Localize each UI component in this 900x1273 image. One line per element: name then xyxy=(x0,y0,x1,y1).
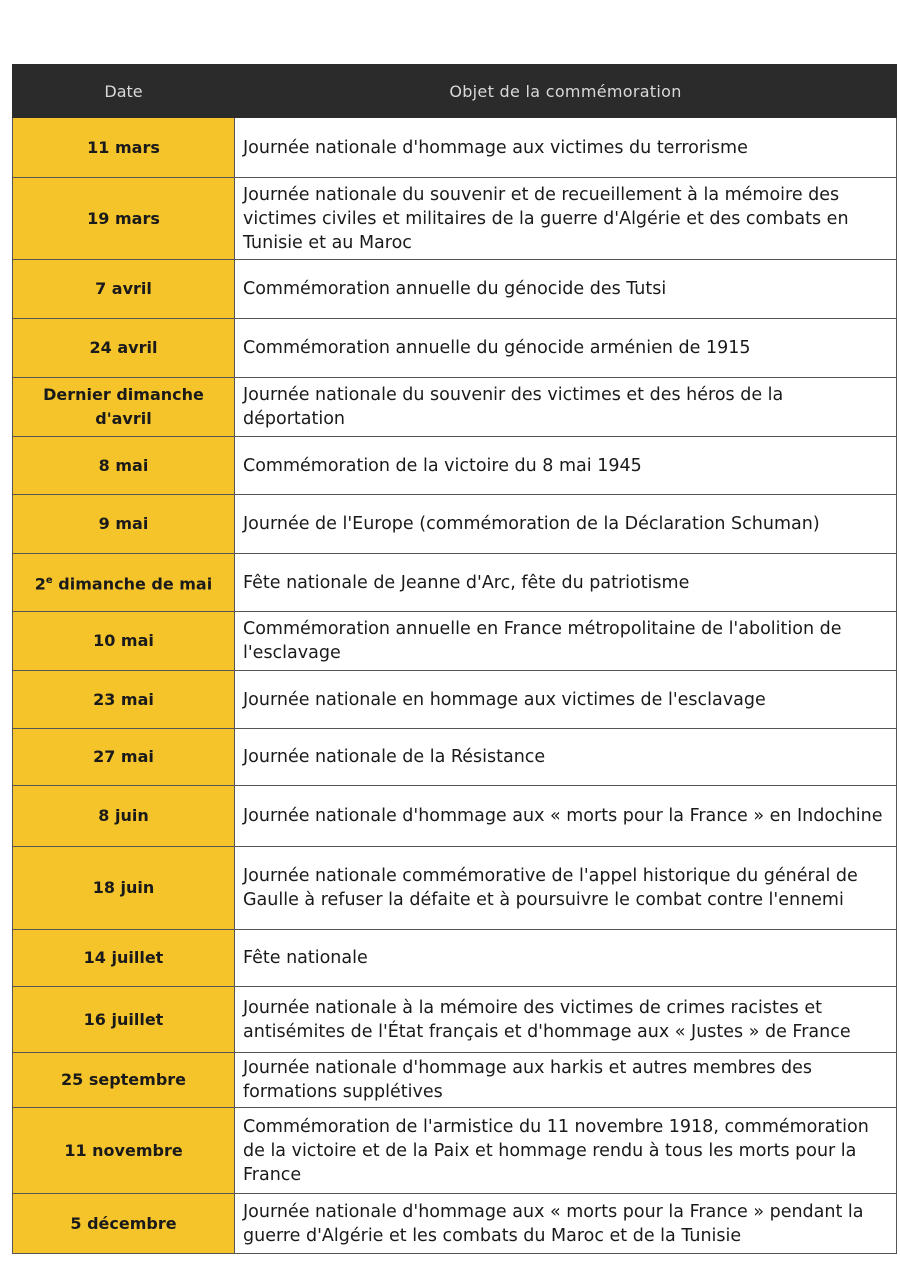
row-object: Journée nationale d'hommage aux « morts pour la France » pendant la guerre d'Algérie et les combats du Maroc et de la Tunisie xyxy=(235,1194,897,1254)
table-row xyxy=(13,118,897,178)
row-object: Fête nationale de Jeanne d'Arc, fête du patriotisme xyxy=(235,554,897,612)
row-object: Commémoration de la victoire du 8 mai 1945 xyxy=(235,437,897,495)
row-object: Journée nationale d'hommage aux harkis et autres membres des formations supplétives xyxy=(235,1053,897,1108)
table-row xyxy=(13,786,897,847)
row-object: Commémoration annuelle en France métropolitaine de l'abolition de l'esclavage xyxy=(235,612,897,671)
row-object: Commémoration de l'armistice du 11 novembre 1918, commémoration de la victoire et de la Paix et hommage rendu à tous les morts pour la France xyxy=(235,1108,897,1194)
header-date: Date xyxy=(13,65,235,118)
table-row xyxy=(13,437,897,495)
row-date: 8 mai xyxy=(13,437,235,495)
table-row xyxy=(13,554,897,612)
row-date: Dernier dimanche d'avril xyxy=(13,378,235,437)
table-row xyxy=(13,260,897,319)
row-date xyxy=(13,554,235,612)
commemoration-table-container xyxy=(12,64,896,1254)
row-date-ordinal-suffix: e xyxy=(45,574,53,586)
row-date: 7 avril xyxy=(13,260,235,319)
row-object: Journée nationale de la Résistance xyxy=(235,729,897,786)
row-date: 24 avril xyxy=(13,319,235,378)
table-row xyxy=(13,729,897,786)
table-row xyxy=(13,612,897,671)
table-row xyxy=(13,1108,897,1194)
row-object: Journée nationale commémorative de l'appel historique du général de Gaulle à refuser la défaite et à poursuivre le combat contre l'ennemi xyxy=(235,847,897,930)
row-object: Fête nationale xyxy=(235,930,897,987)
table-row xyxy=(13,319,897,378)
row-date: 19 mars xyxy=(13,178,235,260)
table-row xyxy=(13,1194,897,1254)
row-date: 25 septembre xyxy=(13,1053,235,1108)
table-row xyxy=(13,671,897,729)
row-date: 11 novembre xyxy=(13,1108,235,1194)
row-date-rest: dimanche de mai xyxy=(52,574,213,594)
row-date: 23 mai xyxy=(13,671,235,729)
commemoration-table xyxy=(12,64,897,1254)
row-date: 16 juillet xyxy=(13,987,235,1053)
row-date: 14 juillet xyxy=(13,930,235,987)
row-date: 5 décembre xyxy=(13,1194,235,1254)
table-row xyxy=(13,495,897,554)
row-date: 9 mai xyxy=(13,495,235,554)
table-row xyxy=(13,987,897,1053)
row-object: Journée nationale d'hommage aux victimes du terrorisme xyxy=(235,118,897,178)
row-date-ordinal: 2 xyxy=(34,574,46,594)
table-row xyxy=(13,178,897,260)
row-object: Journée nationale d'hommage aux « morts pour la France » en Indochine xyxy=(235,786,897,847)
row-object: Journée nationale du souvenir et de recueillement à la mémoire des victimes civiles et militaires de la guerre d'Algérie et des combats en Tunisie et au Maroc xyxy=(235,178,897,260)
table-row xyxy=(13,378,897,437)
table-row xyxy=(13,1053,897,1108)
row-object: Journée nationale en hommage aux victimes de l'esclavage xyxy=(235,671,897,729)
row-date: 27 mai xyxy=(13,729,235,786)
header-object: Objet de la commémoration xyxy=(235,65,897,118)
table-header-row xyxy=(13,65,897,118)
row-object: Commémoration annuelle du génocide des Tutsi xyxy=(235,260,897,319)
row-date: 11 mars xyxy=(13,118,235,178)
row-date: 8 juin xyxy=(13,786,235,847)
table-row xyxy=(13,847,897,930)
row-object: Commémoration annuelle du génocide arménien de 1915 xyxy=(235,319,897,378)
table-row xyxy=(13,930,897,987)
row-object: Journée nationale à la mémoire des victimes de crimes racistes et antisémites de l'État français et d'hommage aux « Justes » de France xyxy=(235,987,897,1053)
row-object: Journée de l'Europe (commémoration de la Déclaration Schuman) xyxy=(235,495,897,554)
row-object: Journée nationale du souvenir des victimes et des héros de la déportation xyxy=(235,378,897,437)
row-date: 10 mai xyxy=(13,612,235,671)
row-date: 18 juin xyxy=(13,847,235,930)
